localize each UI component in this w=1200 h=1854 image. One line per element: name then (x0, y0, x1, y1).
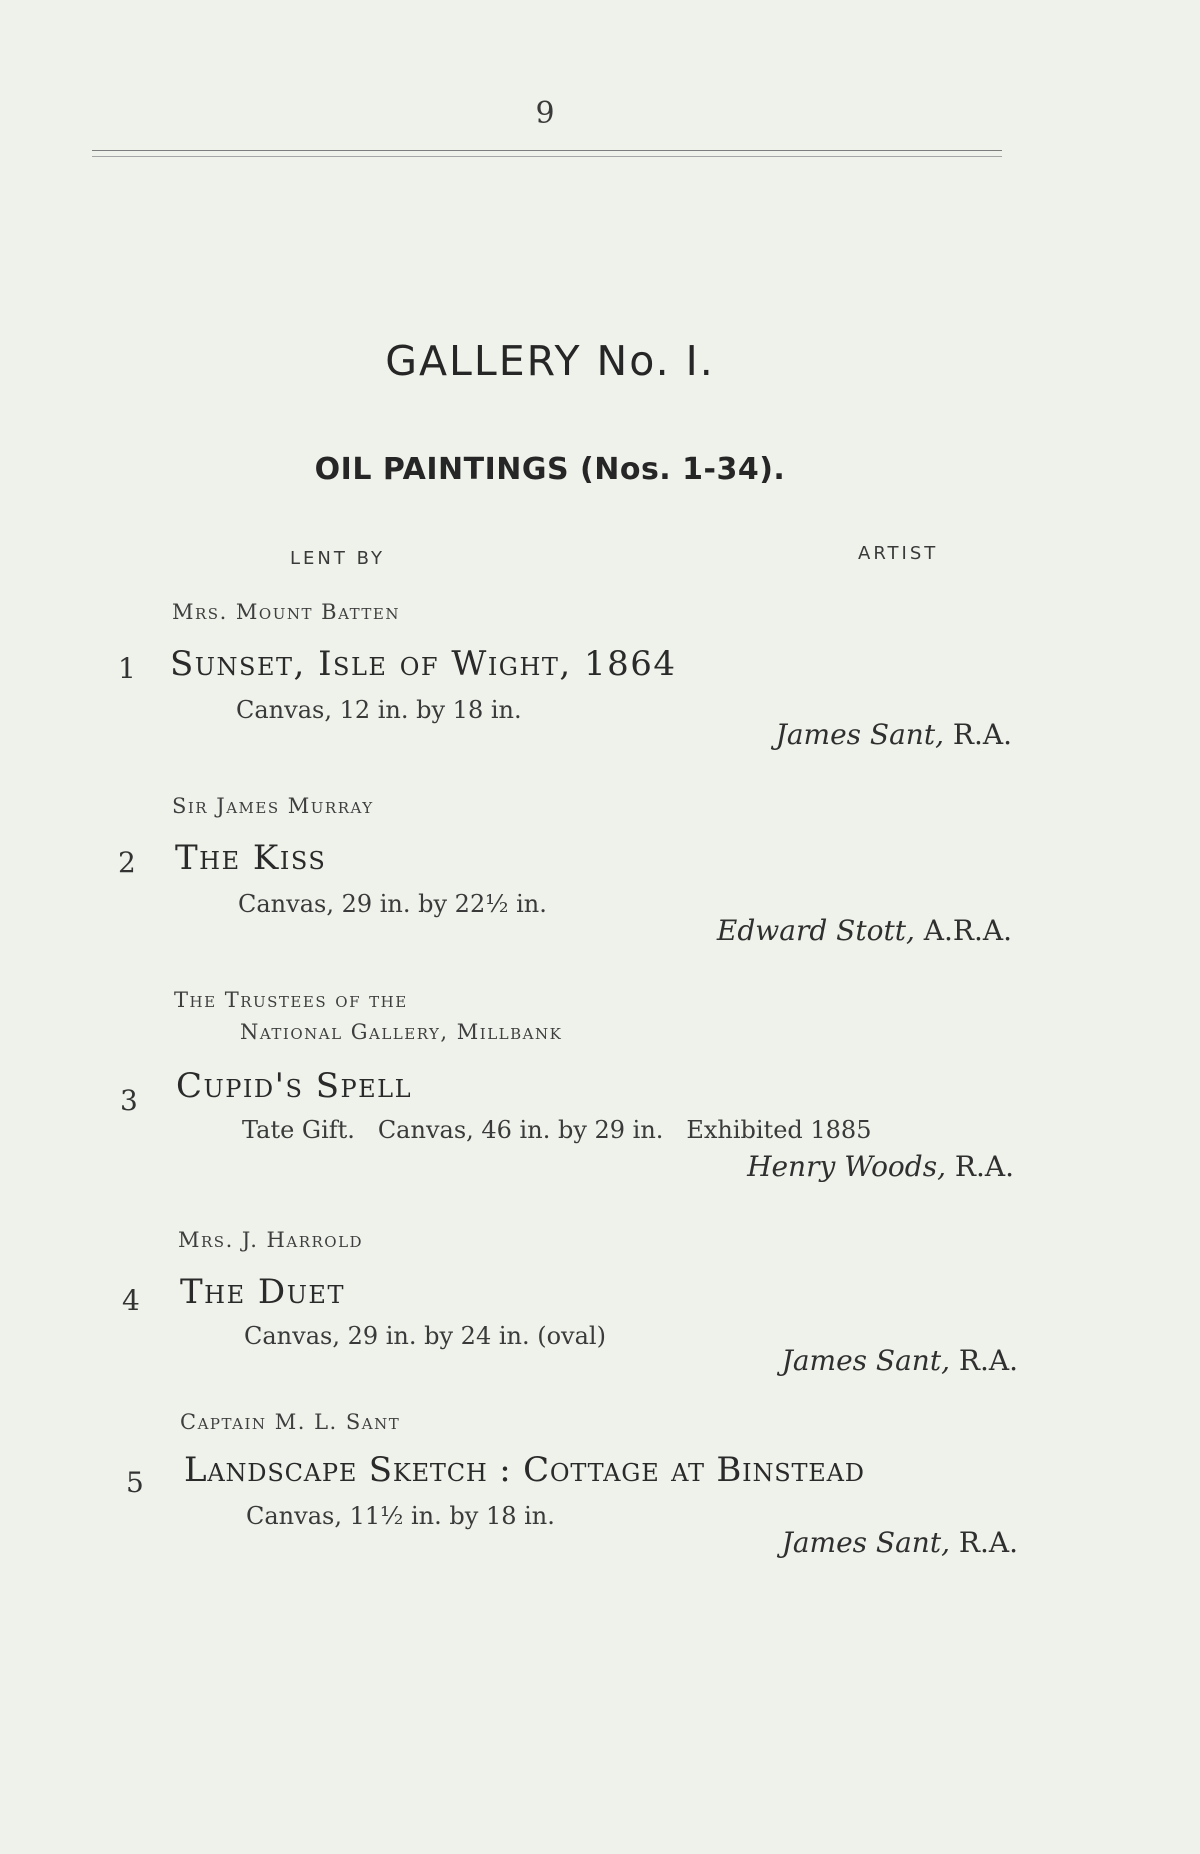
entry-2-details: Canvas, 29 in. by 22½ in. (238, 890, 547, 918)
entry-2-artist-name: Edward Stott, (716, 914, 915, 947)
entry-1-artist-suffix: R.A. (952, 718, 1012, 751)
entry-4-lender: Mrs. J. Harrold (178, 1228, 364, 1252)
entry-5-details: Canvas, 11½ in. by 18 in. (246, 1502, 555, 1530)
entry-5-artist-name: James Sant, (781, 1526, 950, 1559)
entry-3-lender-line2: National Gallery, Millbank (240, 1020, 563, 1044)
header-rule-lower (92, 156, 1002, 157)
entry-4-artist-suffix: R.A. (958, 1344, 1018, 1377)
entry-1-title: Sunset, Isle of Wight, 1864 (170, 644, 677, 684)
page-number: 9 (535, 96, 555, 131)
entry-3-details: Tate Gift. Canvas, 46 in. by 29 in. Exhibited 1885 (242, 1116, 872, 1144)
entry-1-lender: Mrs. Mount Batten (172, 600, 400, 624)
entry-3-title: Cupid's Spell (176, 1066, 413, 1106)
entry-1-number: 1 (118, 652, 136, 685)
entry-2-artist-suffix: A.R.A. (923, 914, 1012, 947)
entry-1-artist (600, 718, 1012, 751)
entry-2-artist (600, 914, 1012, 947)
entry-3-artist-suffix: R.A. (954, 1150, 1014, 1183)
column-header-lent-by: LENT BY (290, 548, 385, 569)
entry-3-artist (600, 1150, 1014, 1183)
section-title: OIL PAINTINGS (Nos. 1-34). (314, 452, 786, 487)
entry-5-artist (600, 1526, 1018, 1559)
header-rule (92, 150, 1002, 151)
entry-5-title: Landscape Sketch : Cottage at Binstead (184, 1450, 865, 1490)
entry-2-number: 2 (118, 846, 136, 879)
column-header-artist: ARTIST (858, 543, 939, 564)
entry-4-details: Canvas, 29 in. by 24 in. (oval) (244, 1322, 606, 1350)
entry-3-artist-name: Henry Woods, (747, 1150, 946, 1183)
entry-1-artist-name: James Sant, (775, 718, 944, 751)
entry-4-artist-name: James Sant, (781, 1344, 950, 1377)
entry-5-number: 5 (126, 1466, 144, 1499)
entry-4-artist (600, 1344, 1018, 1377)
entry-4-title: The Duet (180, 1272, 345, 1312)
entry-5-artist-suffix: R.A. (958, 1526, 1018, 1559)
entry-1-details: Canvas, 12 in. by 18 in. (236, 696, 522, 724)
entry-4-number: 4 (122, 1284, 140, 1317)
entry-5-lender: Captain M. L. Sant (180, 1410, 401, 1434)
gallery-title: GALLERY No. I. (385, 337, 715, 385)
entry-3-number: 3 (120, 1084, 138, 1117)
entry-2-lender: Sir James Murray (172, 794, 374, 818)
entry-2-title: The Kiss (175, 838, 327, 878)
entry-3-lender: The Trustees of the (174, 988, 408, 1012)
